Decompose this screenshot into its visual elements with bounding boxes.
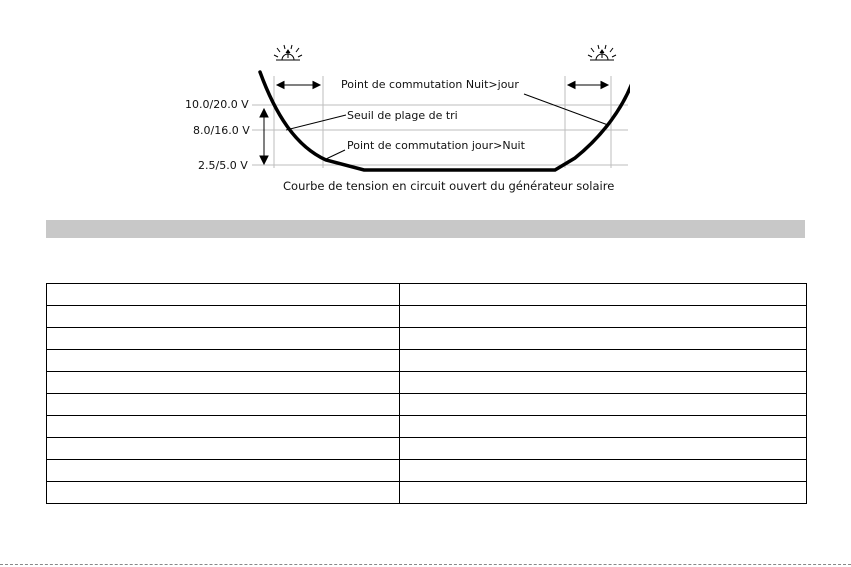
table-row: [47, 328, 807, 350]
table-cell-value: [400, 394, 807, 416]
page-bottom-rule: [0, 564, 851, 565]
spec-table: [46, 283, 807, 504]
table-row: [47, 460, 807, 482]
y-label-mid: 8.0/16.0 V: [193, 124, 250, 137]
table-cell-value: [400, 482, 807, 504]
sunrise-icon: [274, 45, 302, 60]
right-span-arrow: [568, 82, 608, 89]
voltage-range-arrow: [260, 109, 268, 164]
spec-table-body: [47, 284, 807, 504]
table-row: [47, 416, 807, 438]
table-row: [47, 350, 807, 372]
leader-day-to-night: [326, 150, 345, 159]
table-cell-label: [47, 306, 400, 328]
table-row: [47, 438, 807, 460]
table-cell-label: [47, 438, 400, 460]
table-cell-label: [47, 284, 400, 306]
sunrise-icon: [588, 45, 616, 60]
annotation-threshold: Seuil de plage de tri: [347, 109, 458, 122]
table-cell-value: [400, 306, 807, 328]
table-cell-label: [47, 350, 400, 372]
leader-threshold: [286, 115, 346, 130]
y-label-low: 2.5/5.0 V: [198, 159, 248, 172]
table-cell-value: [400, 372, 807, 394]
table-row: [47, 482, 807, 504]
annotation-day-to-night: Point de commutation jour>Nuit: [347, 139, 525, 152]
annotation-night-to-day: Point de commutation Nuit>jour: [341, 78, 519, 91]
table-cell-value: [400, 460, 807, 482]
table-cell-label: [47, 328, 400, 350]
table-cell-label: [47, 482, 400, 504]
table-cell-value: [400, 328, 807, 350]
section-header-bar: [46, 220, 805, 238]
diagram-caption: Courbe de tension en circuit ouvert du générateur solaire: [283, 179, 615, 193]
table-row: [47, 394, 807, 416]
leader-night-to-day: [524, 94, 608, 125]
table-cell-value: [400, 284, 807, 306]
left-span-arrow: [277, 82, 320, 89]
table-cell-label: [47, 394, 400, 416]
y-label-high: 10.0/20.0 V: [185, 98, 249, 111]
table-row: [47, 306, 807, 328]
table-cell-label: [47, 372, 400, 394]
table-cell-value: [400, 438, 807, 460]
solar-voltage-diagram: [150, 38, 630, 204]
table-cell-value: [400, 350, 807, 372]
table-cell-value: [400, 416, 807, 438]
table-row: [47, 284, 807, 306]
table-row: [47, 372, 807, 394]
table-cell-label: [47, 416, 400, 438]
table-cell-label: [47, 460, 400, 482]
